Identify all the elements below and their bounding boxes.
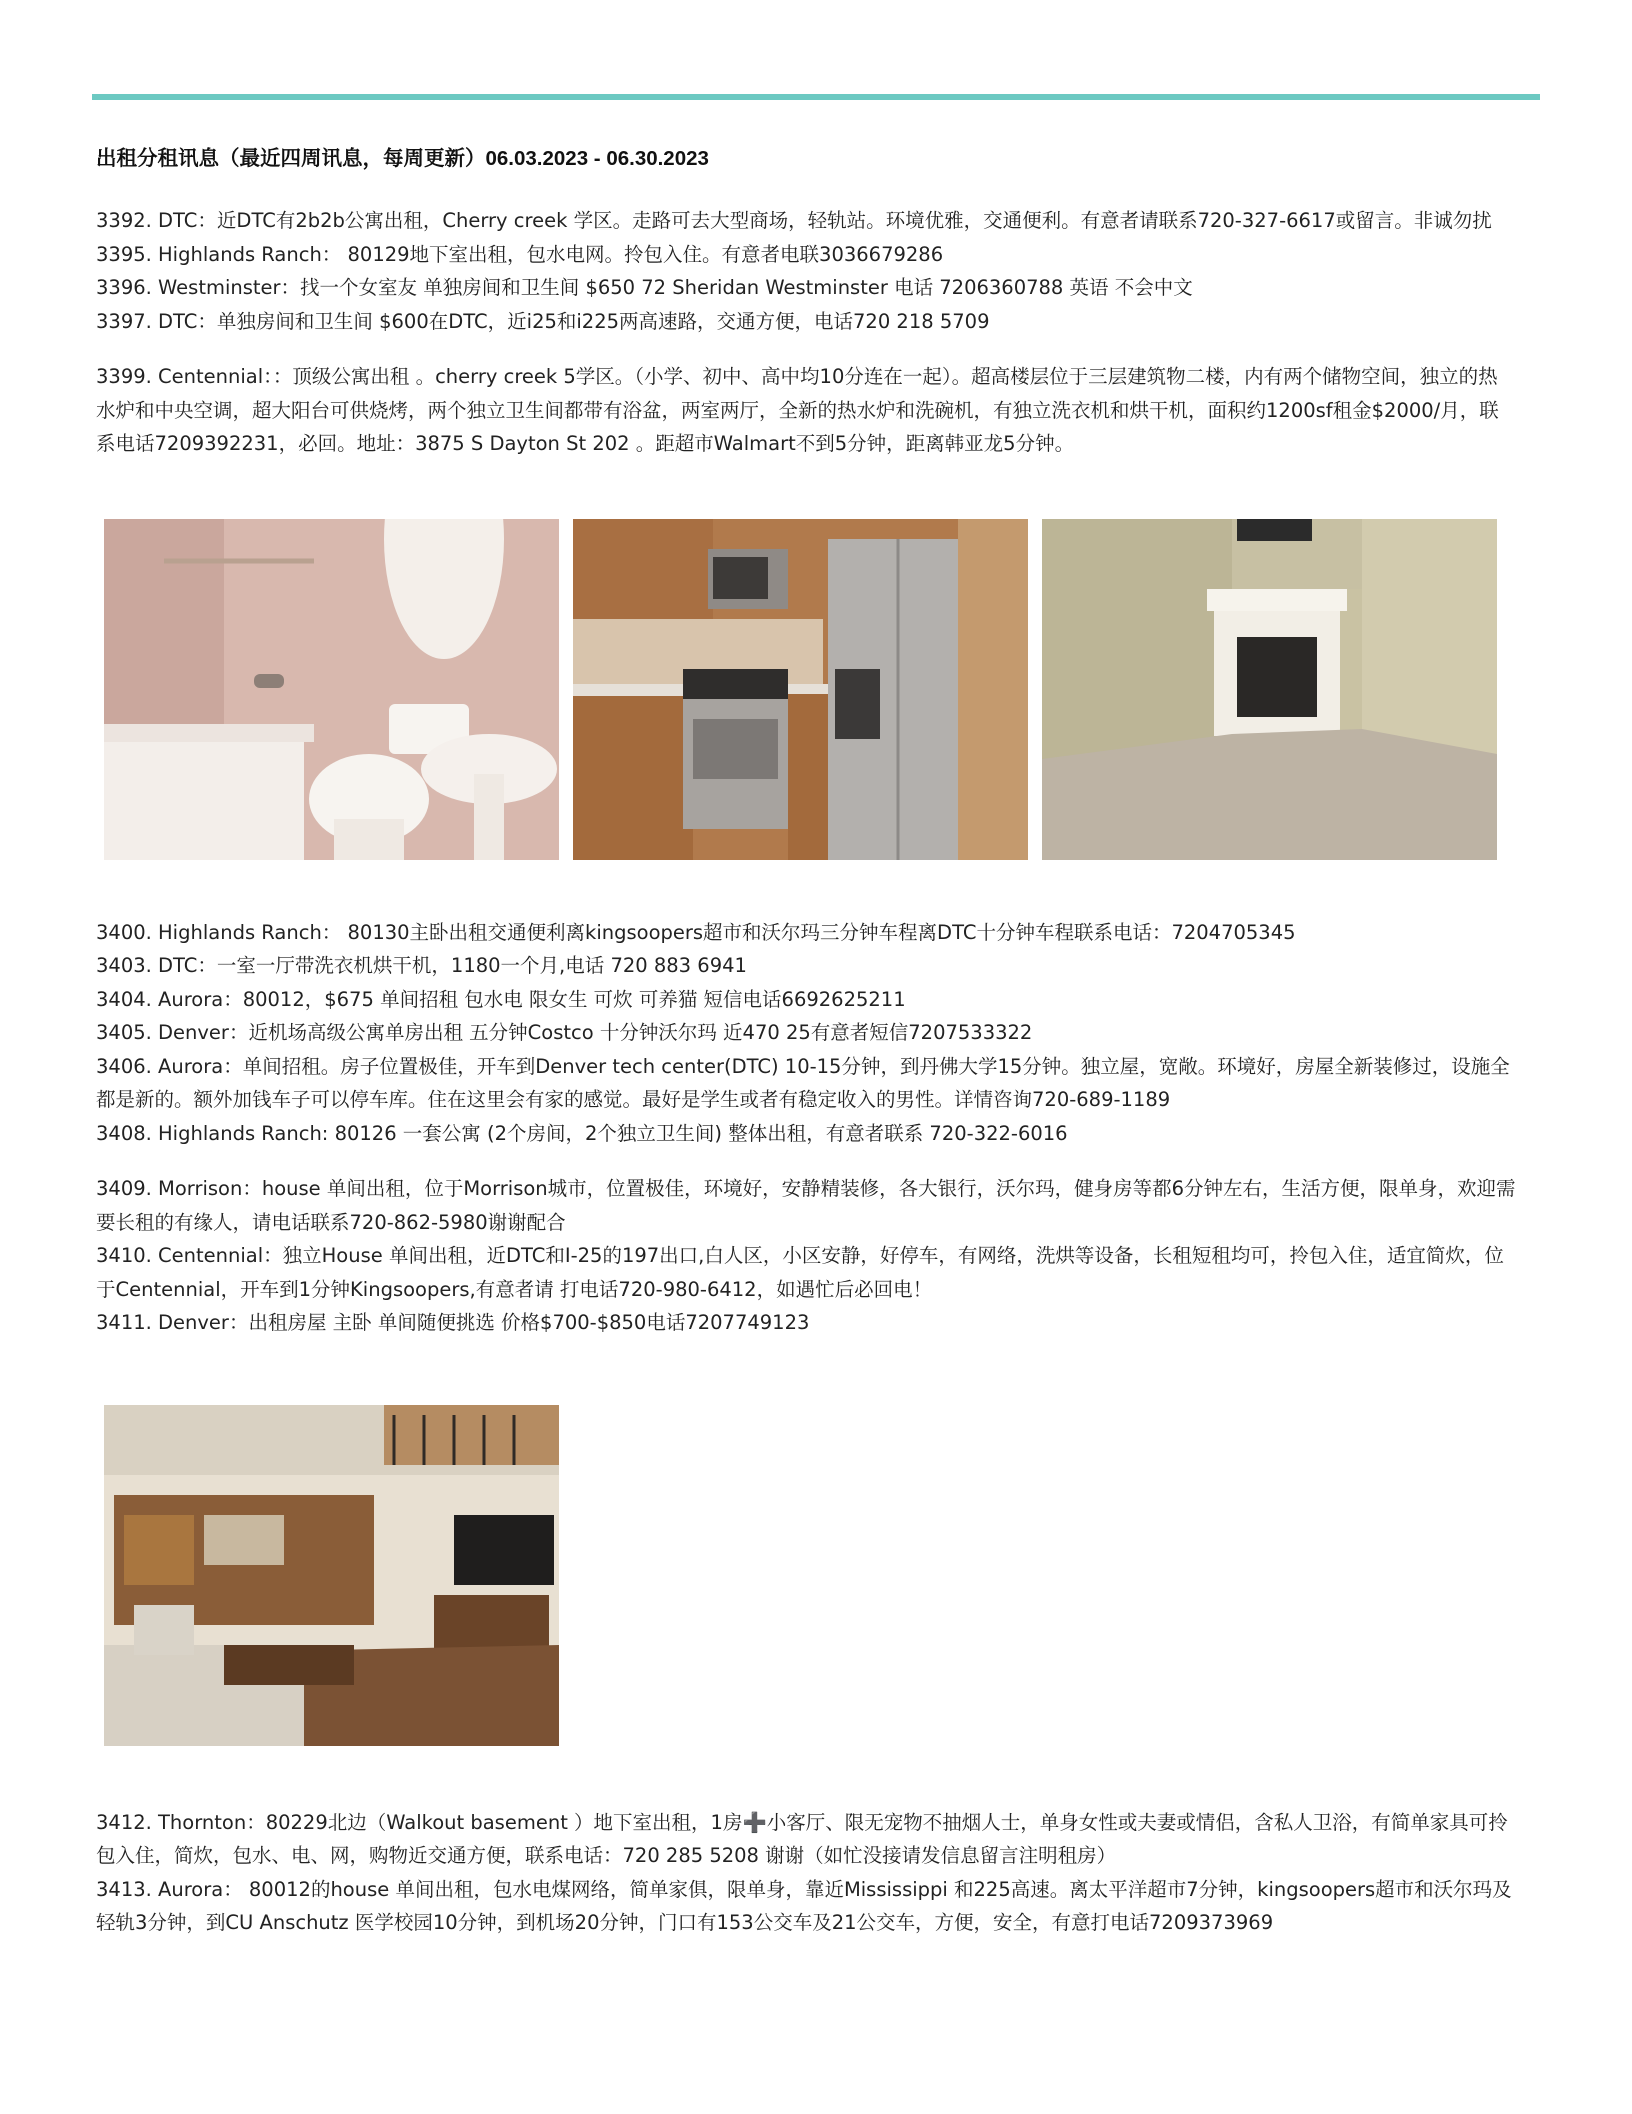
- listing-item: 3411. Denver：出租房屋 主卧 单间随便挑选 价格$700-$850电话7207749123: [96, 1311, 810, 1334]
- listing-item: 3410. Centennial：独立House 单间出租，近DTC和I-25的197出口,白人区，小区安静，好停车，有网络，洗烘等设备，长租短租均可，拎包入住，适宜简炊，位于Centennial，开车到1分钟Kingsoopers,有意者请 打电话720-980-6412，如遇忙后必回电！: [96, 1244, 1504, 1301]
- listing-group-1: [96, 204, 1516, 338]
- listing-item: 3399. Centennial：：顶级公寓出租 。cherry creek 5学区。（小学、初中、高中均10分连在一起）。超高楼层位于三层建筑物二楼，内有两个储物空间，独立的热水炉和中央空调，超大阳台可供烧烤，两个独立卫生间都带有浴盆，两室两厅，全新的热水炉和洗碗机，有独立洗衣机和烘干机，面积约1200sf租金$2000/月，联系电话7209392231，必回。地址：3875 S Dayton St 202 。距超市Walmart不到5分钟，距离韩亚龙5分钟。: [96, 365, 1499, 455]
- listing-item: 3392. DTC：近DTC有2b2b公寓出租，Cherry creek 学区。走路可去大型商场，轻轨站。环境优雅，交通便利。有意者请联系720-327-6617或留言。非诚勿扰: [96, 209, 1492, 232]
- listing-item: 3413. Aurora： 80012的house 单间出租，包水电煤网络，简单家俱，限单身，靠近Mississippi 和225高速。离太平洋超市7分钟，kingsoopers超市和沃尔玛及轻轨3分钟，到CU Anschutz 医学校园10分钟，到机场20分钟，门口有153公交车及21公交车，方便，安全，有意打电话7209373969: [96, 1877, 1512, 1934]
- listing-item: 3412. Thornton：80229北边（Walkout basement ）地下室出租，1房➕小客厅、限无宠物不抽烟人士，单身女性或夫妻或情侣，含私人卫浴，有简单家具可拎包入住，简炊，包水、电、网，购物近交通方便，联系电话：720 285 5208 谢谢（如忙没接请发信息留言注明租房）: [96, 1810, 1508, 1867]
- listing-item: 3395. Highlands Ranch： 80129地下室出租，包水电网。拎包入住。有意者电联3036679286: [96, 242, 944, 266]
- page-content: [96, 144, 1516, 1962]
- top-divider-rule: [92, 94, 1540, 100]
- listing-item: 3404. Aurora：80012，$675 单间招租 包水电 限女生 可炊 可养猫 短信电话6692625211: [96, 987, 906, 1011]
- listing-item: 3406. Aurora：单间招租。房子位置极佳，开车到Denver tech center(DTC) 10-15分钟，到丹佛大学15分钟。独立屋，宽敞。环境好，房屋全新装修过，设施全都是新的。额外加钱车子可以停车库。住在这里会有家的感觉。最好是学生或者有稳定收入的男性。详情咨询720-689-1189: [96, 1054, 1510, 1111]
- page-title: 出租分租讯息（最近四周讯息，每周更新）06.03.2023 - 06.30.2023: [96, 147, 709, 170]
- listing-group-2: [96, 360, 1516, 461]
- great-room-photo: [104, 1405, 559, 1746]
- listing-group-4: [96, 1172, 1516, 1340]
- kitchen-photo: [573, 519, 1028, 860]
- photo-row-1: [104, 519, 1516, 860]
- listing-item: 3400. Highlands Ranch： 80130主卧出租交通便利离kingsoopers超市和沃尔玛三分钟车程离DTC十分钟车程联系电话：7204705345: [96, 920, 1296, 944]
- photo-row-2: [104, 1405, 1516, 1746]
- listing-item: 3396. Westminster：找一个女室友 单独房间和卫生间 $650 72 Sheridan Westminster 电话 7206360788 英语 不会中文: [96, 276, 1193, 299]
- listing-item: 3408. Highlands Ranch: 80126 一套公寓 (2个房间，2个独立卫生间) 整体出租，有意者联系 720-322-6016: [96, 1121, 1068, 1145]
- listing-item: 3405. Denver：近机场高级公寓单房出租 五分钟Costco 十分钟沃尔玛 近470 25有意者短信7207533322: [96, 1021, 1033, 1044]
- listing-item: 3403. DTC：一室一厅带洗衣机烘干机，1180一个月,电话 720 883 6941: [96, 954, 747, 977]
- listing-group-5: [96, 1806, 1516, 1940]
- living-room-fireplace-photo: [1042, 519, 1497, 860]
- bathroom-photo: [104, 519, 559, 860]
- listing-item: 3397. DTC：单独房间和卫生间 $600在DTC，近i25和i225两高速路，交通方便，电话720 218 5709: [96, 309, 990, 333]
- listing-group-3: [96, 916, 1516, 1151]
- listing-item: 3409. Morrison：house 单间出租，位于Morrison城市，位置极佳，环境好，安静精装修，各大银行，沃尔玛，健身房等都6分钟左右，生活方便，限单身，欢迎需要长租的有缘人，请电话联系720-862-5980谢谢配合: [96, 1177, 1516, 1234]
